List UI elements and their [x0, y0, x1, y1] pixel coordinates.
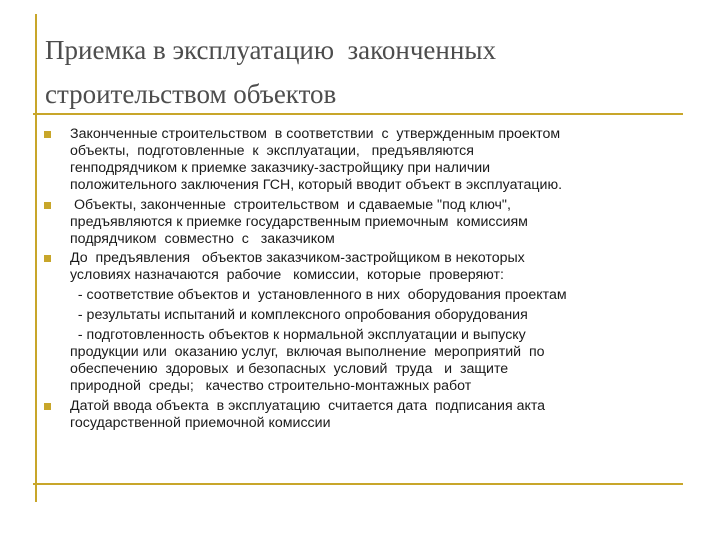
square-bullet-icon [44, 403, 51, 410]
slide-title-line: Приемка в эксплуатацию законченных [45, 35, 496, 65]
square-bullet-icon [44, 131, 51, 138]
bullet-item [44, 398, 684, 432]
bullet-text-line: подрядчиком совместно с заказчиком [70, 231, 335, 247]
bullet-text-line: Законченные строительством в соответствии с утвержденным проектом [70, 126, 561, 142]
bullet-item [44, 197, 684, 248]
bullet-text-line: - подготовленность объектов к нормальной эксплуатации и выпуску [70, 327, 526, 343]
bottom-divider-line [33, 483, 683, 485]
square-bullet-icon [44, 202, 51, 209]
bullet-text-line: положительного заключения ГСН, который вводит объект в эксплуатацию. [70, 177, 563, 193]
bullet-text-line: условиях назначаются рабочие комиссии, которые проверяют: [70, 267, 504, 283]
bullet-text-line: предъявляются к приемке государственным приемочным комиссиям [70, 214, 528, 230]
bullet-text-line: объекты, подготовленные к эксплуатации, предъявляются [70, 143, 474, 159]
bullet-text-line: природной среды; качество строительно-монтажных работ [70, 378, 472, 394]
square-bullet-icon [44, 255, 51, 262]
bullet-text-line: государственной приемочной комиссии [70, 415, 331, 431]
bullet-text-line: - результаты испытаний и комплексного опробования оборудования [70, 307, 528, 323]
slide-title [45, 28, 685, 116]
left-accent-line [35, 14, 37, 502]
bullet-item [44, 250, 684, 395]
bullet-text-line: Датой ввода объекта в эксплуатацию считается дата подписания акта [70, 398, 546, 414]
bullet-text-line: До предъявления объектов заказчиком-застройщиком в некоторых [70, 250, 525, 266]
slide-title-line: строительством объектов [45, 79, 337, 109]
bullet-text-line: продукции или оказанию услуг, включая выполнение мероприятий по [70, 344, 545, 360]
bullet-list [44, 126, 684, 432]
bullet-text-line: Объекты, законченные строительством и сдаваемые "под ключ", [70, 197, 511, 213]
bullet-item [44, 126, 684, 194]
bullet-text-line: обеспечению здоровых и безопасных условий труда и защите [70, 361, 509, 377]
bullet-text-line: - соответствие объектов и установленного в них оборудования проектам [70, 287, 567, 303]
bullet-text-line: генподрядчиком к приемке заказчику-застройщику при наличии [70, 160, 491, 176]
